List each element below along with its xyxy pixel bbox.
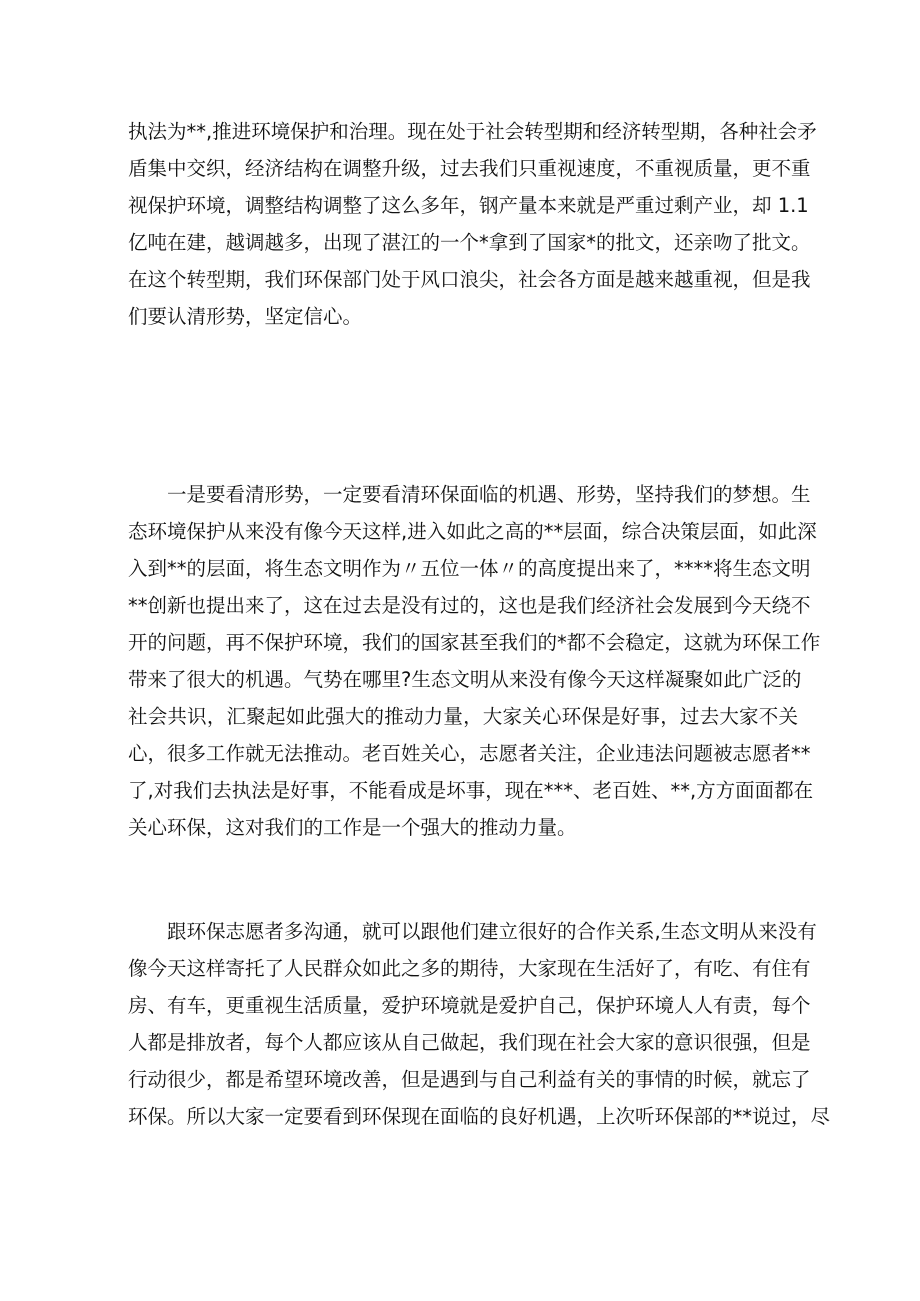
text-line: 环保。所以大家一定要看到环保现在面临的良好机遇，上次听环保部的**说过，尽 bbox=[128, 1105, 831, 1128]
text-line: 像今天这样寄托了人民群众如此之多的期待，大家现在生活好了，有吃、有住有 bbox=[128, 957, 811, 980]
text-line: 视保护环境，调整结构调整了这么多年，钢产量本来就是严重过剩产业，却 1.1 bbox=[128, 194, 809, 217]
text-line: 开的问题，再不保护环境，我们的国家甚至我们的*都不会稳定，这就为环保工作 bbox=[128, 631, 821, 654]
text-line: 带来了很大的机遇。气势在哪里?生态文明从来没有像今天这样凝聚如此广泛的 bbox=[128, 668, 802, 691]
text-line: 社会共识，汇聚起如此强大的推动力量，大家关心环保是好事，过去大家不关 bbox=[128, 705, 798, 728]
text-line: 跟环保志愿者多沟通，就可以跟他们建立很好的合作关系,生态文明从来没有 bbox=[128, 920, 817, 943]
text-line: 行动很少，都是希望环境改善，但是遇到与自己利益有关的事情的时候，就忘了 bbox=[128, 1068, 811, 1091]
text-line: 亿吨在建，越调越多，出现了湛江的一个*拿到了国家*的批文，还亲吻了批文。 bbox=[128, 231, 811, 254]
paragraph-2 bbox=[128, 476, 821, 846]
text-line: 关心环保，这对我们的工作是一个强大的推动力量。 bbox=[128, 816, 577, 839]
paragraph-1 bbox=[128, 113, 817, 335]
text-line: 入到**的层面，将生态文明作为〃五位一体〃的高度提出来了，****将生态文明 bbox=[128, 557, 811, 580]
text-line: 一是要看清形势，一定要看清环保面临的机遇、形势，坚持我们的梦想。生 bbox=[128, 483, 811, 506]
text-line: 了,对我们去执法是好事，不能看成是坏事，现在***、老百姓、**,方方面面都在 bbox=[128, 779, 814, 802]
text-line: 在这个转型期，我们环保部门处于风口浪尖，社会各方面是越来越重视，但是我 bbox=[128, 268, 811, 291]
text-line: 人都是排放者，每个人都应该从自己做起，我们现在社会大家的意识很强，但是 bbox=[128, 1031, 811, 1054]
paragraph-3 bbox=[128, 913, 831, 1135]
text-line: 盾集中交织，经济结构在调整升级，过去我们只重视速度，不重视质量，更不重 bbox=[128, 157, 811, 180]
text-line: 态环境保护从来没有像今天这样,进入如此之高的**层面，综合决策层面，如此深 bbox=[128, 520, 817, 543]
text-line: **创新也提出来了，这在过去是没有过的，这也是我们经济社会发展到今天绕不 bbox=[128, 594, 811, 617]
text-line: 们要认清形势，坚定信心。 bbox=[128, 305, 363, 328]
text-line: 房、有车，更重视生活质量，爱护环境就是爱护自己，保护环境人人有责，每个 bbox=[128, 994, 811, 1017]
text-line: 心，很多工作就无法推动。老百姓关心，志愿者关注，企业违法问题被志愿者** bbox=[128, 742, 811, 765]
text-line: 执法为**,推进环境保护和治理。现在处于社会转型期和经济转型期，各种社会矛 bbox=[128, 120, 817, 143]
